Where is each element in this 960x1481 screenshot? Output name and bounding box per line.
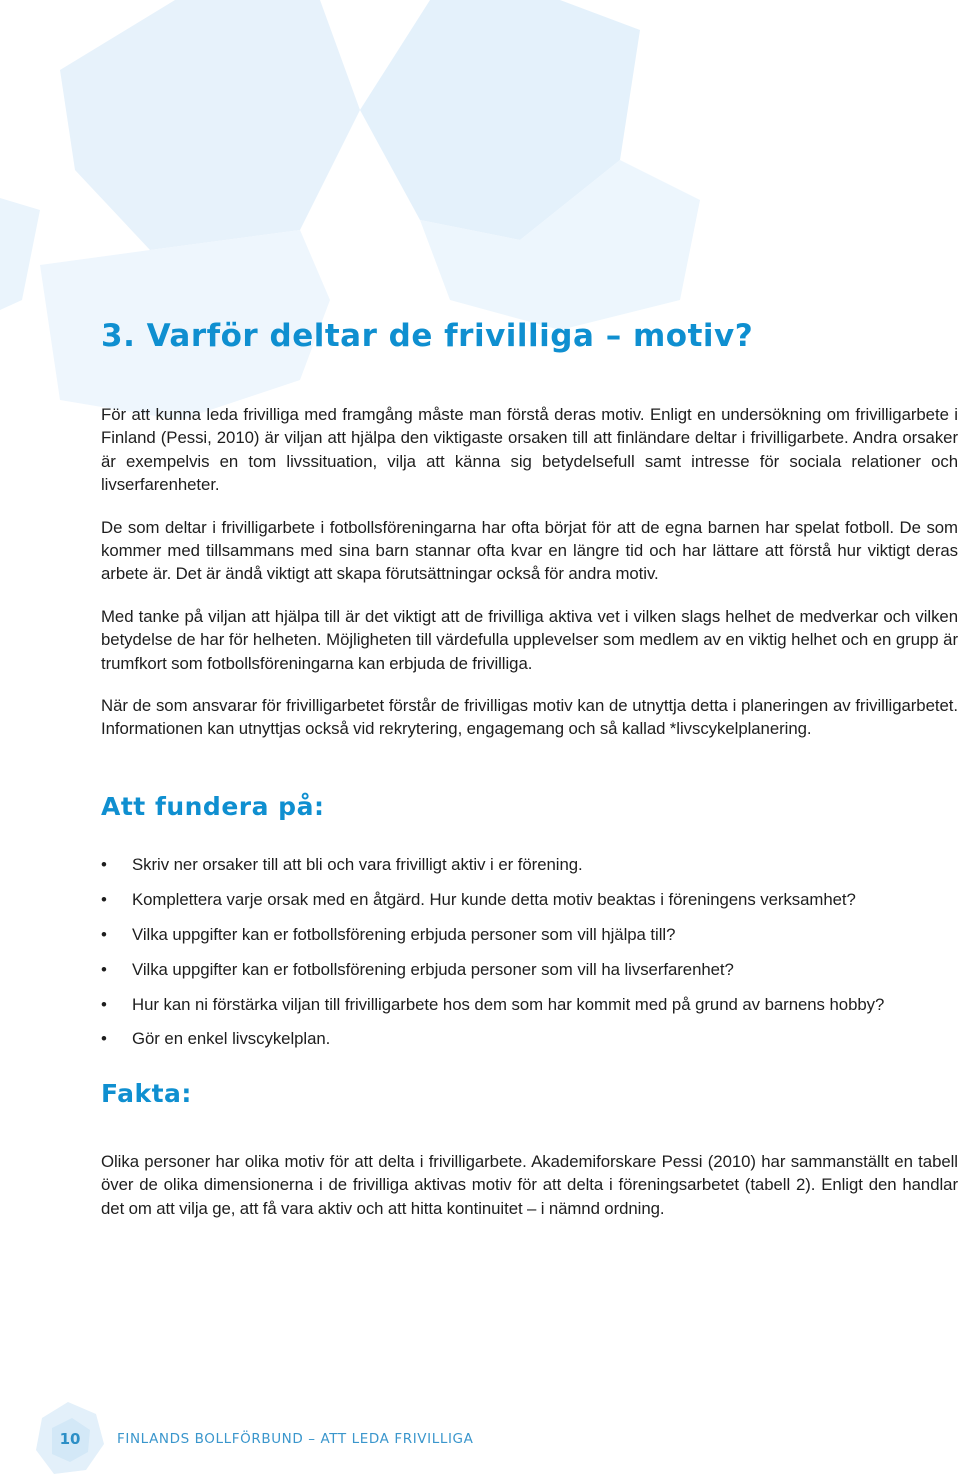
bullet-icon: • <box>101 924 107 944</box>
list-item <box>101 993 958 1016</box>
list-item <box>101 888 958 911</box>
list-item-text: Vilka uppgifter kan er fotbollsförening erbjuda personer som vill ha livserfarenhet? <box>132 959 734 979</box>
bullet-icon: • <box>101 994 107 1014</box>
list-item-text: Vilka uppgifter kan er fotbollsförening erbjuda personer som vill hjälpa till? <box>132 924 676 944</box>
list-item <box>101 1027 958 1050</box>
intro-paragraph: När de som ansvarar för frivilligarbetet förstår de frivilligas motiv kan de utnyttja detta i planeringen av frivilligarbetet. Informationen kan utnyttjas också vid rekrytering, engagemang och så kallad *livscykelplanering. <box>101 696 958 739</box>
page-number: 10 <box>59 1430 81 1448</box>
think-heading: Att fundera på: <box>101 791 325 821</box>
bullet-icon: • <box>101 1029 107 1049</box>
list-item-text: Komplettera varje orsak med en åtgärd. Hur kunde detta motiv beaktas i föreningens verksamhet? <box>132 889 856 909</box>
page-footer <box>0 1400 960 1481</box>
list-item <box>101 958 958 981</box>
bullet-icon: • <box>101 854 107 874</box>
list-item <box>101 923 958 946</box>
facts-heading: Fakta: <box>101 1078 192 1108</box>
list-item-text: Hur kan ni förstärka viljan till frivilligarbete hos dem som har kommit med på grund av barnens hobby? <box>132 994 885 1014</box>
think-list <box>101 853 958 1051</box>
list-item <box>101 853 958 876</box>
intro-paragraph: De som deltar i frivilligarbete i fotbollsföreningarna har ofta börjat för att de egna barnen har spelat fotboll. De som kommer med tillsammans med sina barn stannar ofta kvar en längre tid och har lättare att förstå hur viktigt deras arbete är. Det är ändå viktigt att skapa förutsättningar också för andra motiv. <box>101 517 958 584</box>
page-content <box>101 314 958 1220</box>
bullet-icon: • <box>101 959 107 979</box>
bullet-icon: • <box>101 889 107 909</box>
list-item-text: Skriv ner orsaker till att bli och vara frivilligt aktiv i er förening. <box>132 854 583 874</box>
intro-paragraph: För att kunna leda frivilliga med framgång måste man förstå deras motiv. Enligt en undersökning om frivilligarbete i Finland (Pessi, 2010) är viljan att hjälpa den viktigaste orsaken till att finländare deltar i frivilligarbete. Andra orsaker är exempelvis en tom livssituation, vilja att känna sig betydelsefull samt intresse för sociala relationer och livserfarenheter. <box>101 405 958 495</box>
page-title: 3. Varför deltar de frivilliga – motiv? <box>101 318 754 354</box>
facts-paragraph: Olika personer har olika motiv för att delta i frivilligarbete. Akademiforskare Pessi (2010) har sammanställt en tabell över de olika dimensionerna i de frivilliga aktivas motiv för att delta i föreningsarbetet (tabell 2). Enligt den handlar det om att vilja ge, att få vara aktiv och att hitta kontinuitet – i nämnd ordning. <box>101 1151 958 1218</box>
list-item-text: Gör en enkel livscykelplan. <box>132 1029 331 1049</box>
publication-title: FINLANDS BOLLFÖRBUND – ATT LEDA FRIVILLIGA <box>117 1431 474 1447</box>
intro-paragraph: Med tanke på viljan att hjälpa till är det viktigt att de frivilliga aktiva vet i vilken slags helhet de medverkar och vilken betydelse de har för helheten. Möjligheten till värdefulla upplevelser som medlem av en viktig helhet och en grupp är trumfkort som fotbollsföreningarna kan erbjuda de frivilliga. <box>101 606 958 673</box>
